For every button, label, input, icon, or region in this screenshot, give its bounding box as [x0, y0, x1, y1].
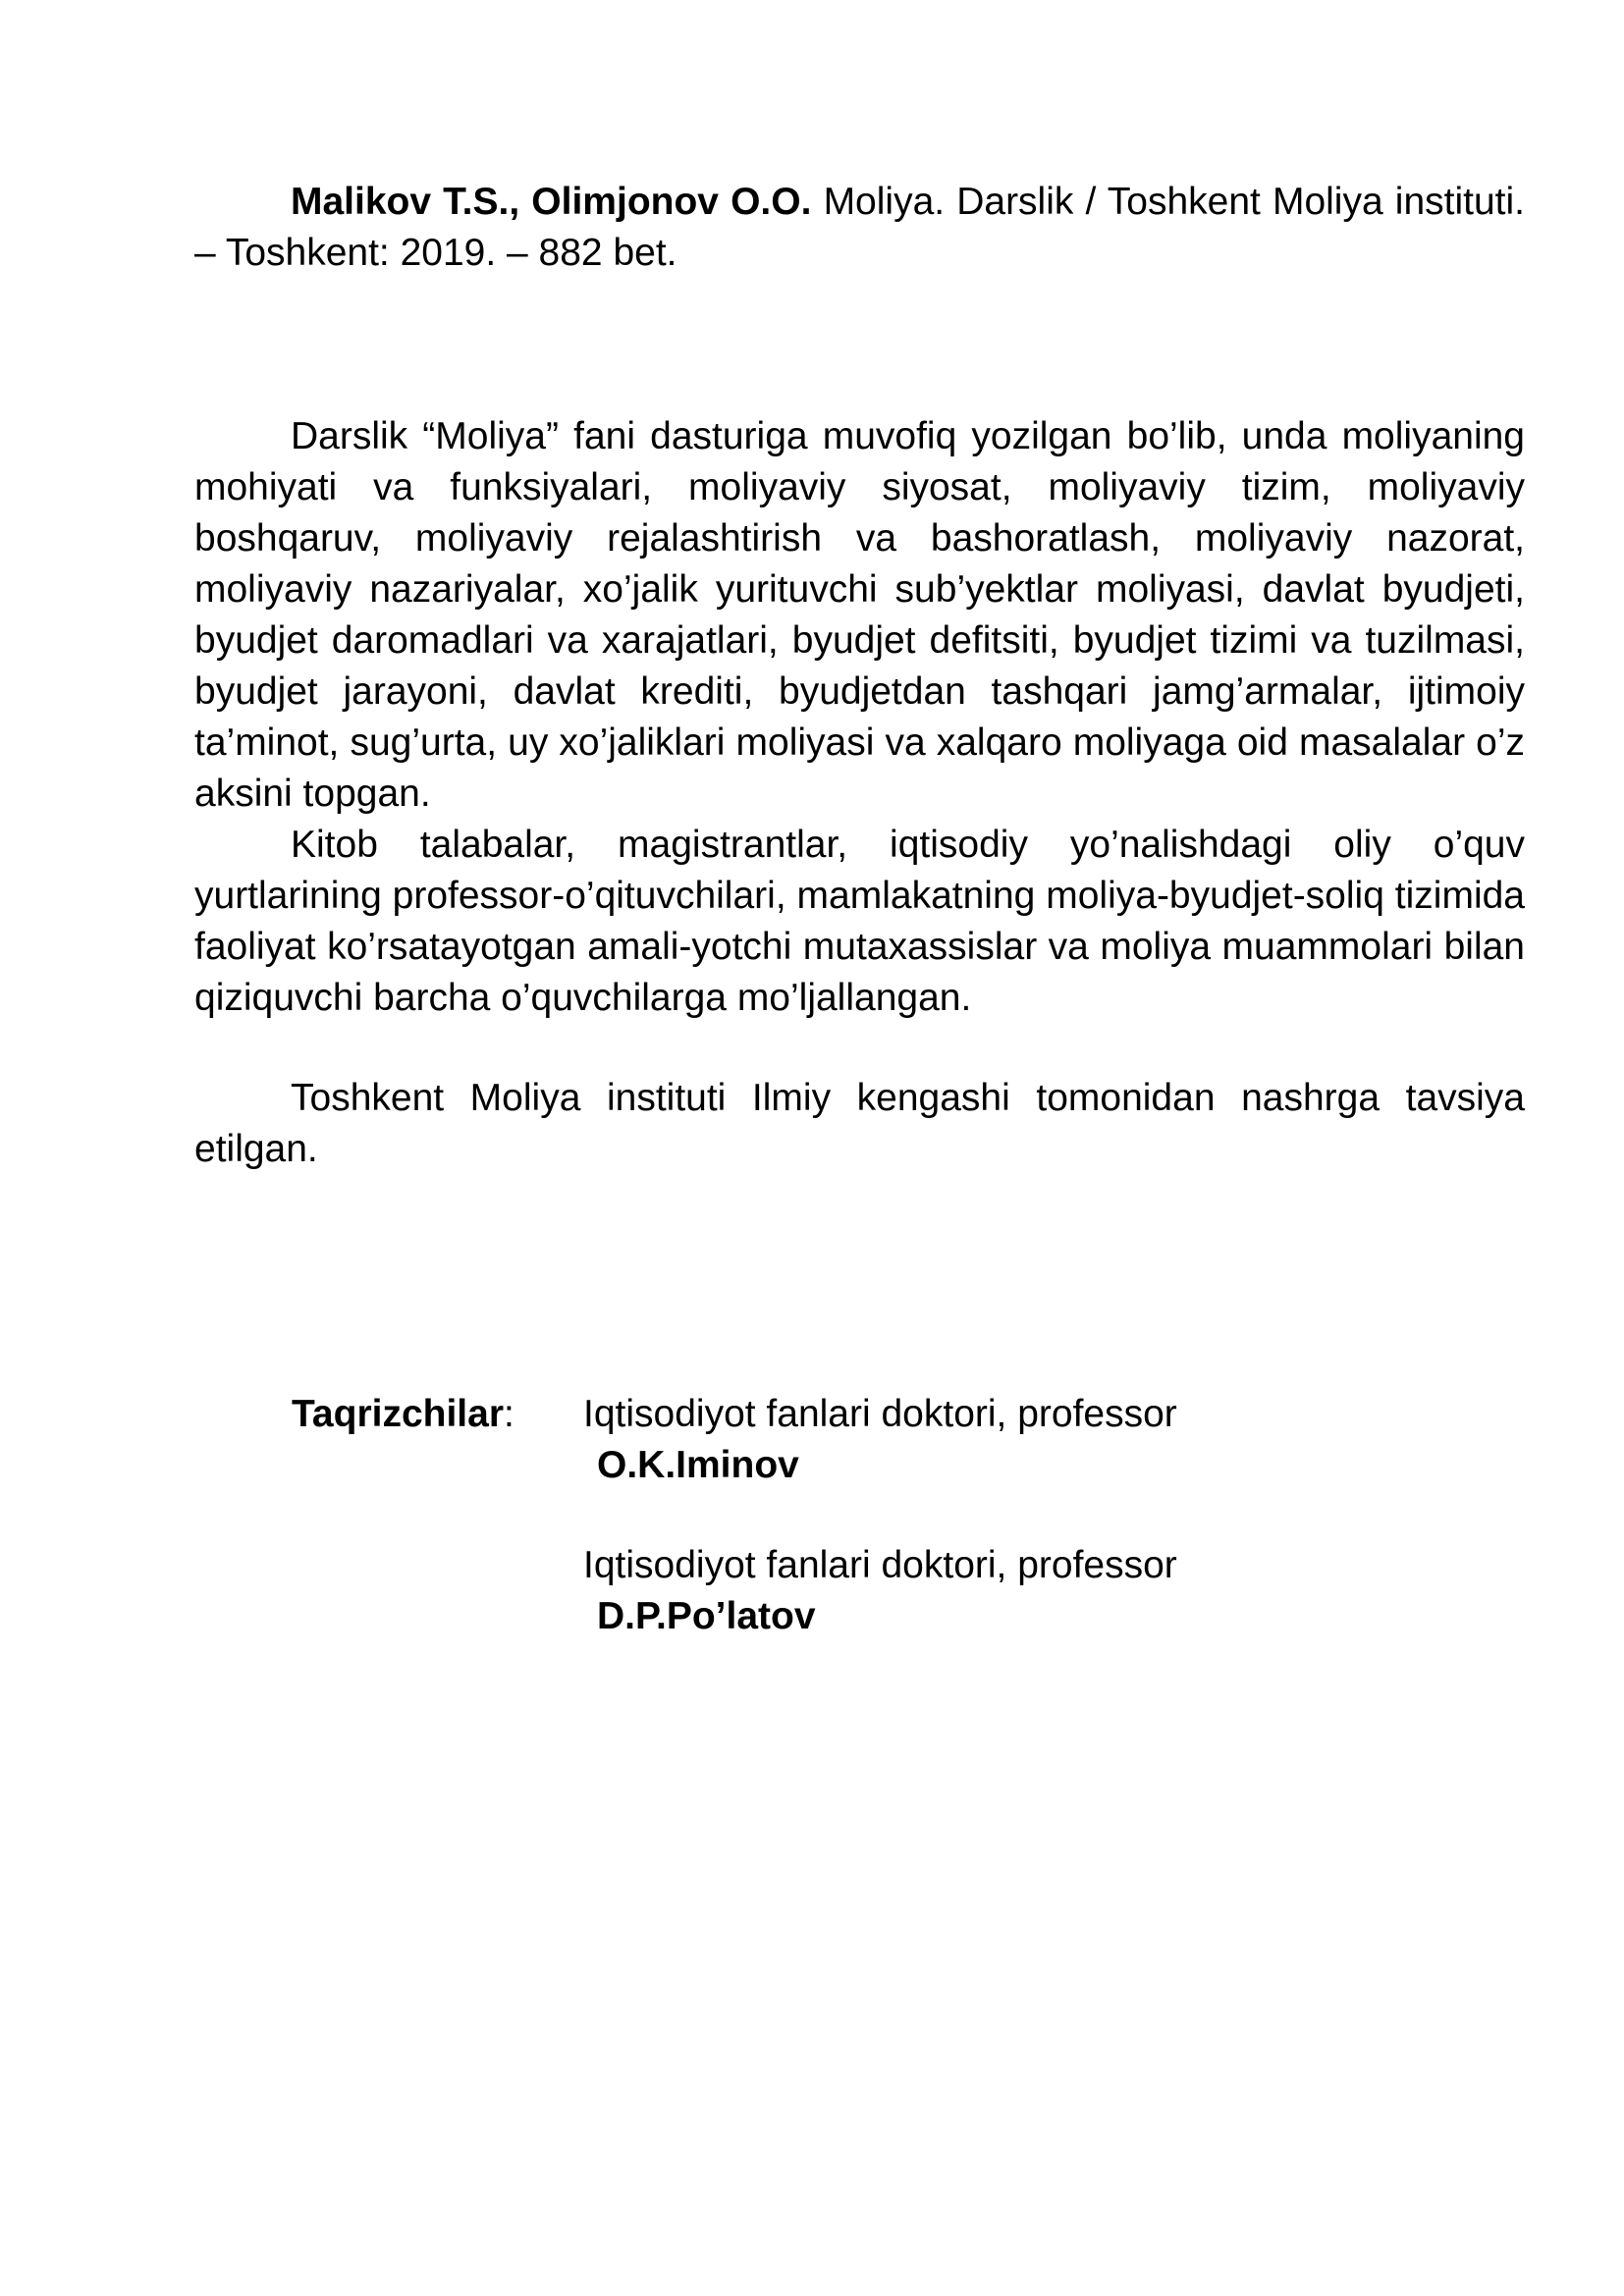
reviewer-title: Iqtisodiyot fanlari doktori, professor [583, 1544, 1177, 1586]
annotation-paragraph: Darslik “Moliya” fani dasturiga muvofiq yozilgan bo’lib, unda moliyaning mohiyati va funksiyalari, moliyaviy siyosat, moliyaviy tizim, moliyaviy boshqaruv, moliyaviy rejalashtirish va bashoratlash, moliyaviy nazorat, moliyaviy nazariyalar, xo’jalik yurituvchi sub’yektlar moliyasi, davlat byudjeti, byudjet daromadlari va xarajatlari, byudjet defitsiti, byudjet tizimi va tuzilmasi, byudjet jarayoni, davlat krediti, byudjetdan tashqari jamg’armalar, ijtimoiy ta’minot, sug’urta, uy xo’jaliklari moliyasi va xalqaro moliyaga oid masalalar o’z aksini topgan. [194, 415, 1525, 815]
reviewers-label [292, 1389, 583, 1491]
reviewers-label-text: Taqrizchilar [292, 1393, 505, 1435]
recommendation-paragraph: Toshkent Moliya instituti Ilmiy kengashi tomonidan nashrga tavsiya etilgan. [194, 1077, 1525, 1170]
citation-details: Moliya. Darslik / Toshkent Moliya instituti. – Toshkent: 2019. – 882 bet. [194, 181, 1525, 274]
reviewer-title: Iqtisodiyot fanlari doktori, professor [583, 1393, 1177, 1435]
reviewer-name: D.P.Po’latov [597, 1595, 816, 1637]
bibliographic-citation [194, 177, 1525, 279]
reviewer-spacer [292, 1491, 1372, 1540]
reviewer-row-2 [292, 1540, 1372, 1642]
citation-authors: Malikov T.S., Olimjonov O.O. [291, 181, 812, 223]
document-page [194, 177, 1525, 1175]
reviewers-label-colon: : [504, 1393, 514, 1435]
reviewer-entry [583, 1540, 1177, 1642]
reviewers-label-empty [292, 1540, 583, 1642]
reviewers-block [292, 1389, 1372, 1642]
reviewer-row-1 [292, 1389, 1372, 1491]
reviewer-entry [583, 1389, 1177, 1491]
audience-paragraph: Kitob talabalar, magistrantlar, iqtisodiy yo’nalishdagi oliy o’quv yurtlarining professor-o’qituvchilari, mamlakatning moliya-byudjet-soliq tizimida faoliyat ko’rsatayotgan amali-yotchi mutaxassislar va moliya muammolari bilan qiziquvchi barcha o’quvchilarga mo’ljallangan. [194, 824, 1525, 1019]
reviewer-name: O.K.Iminov [597, 1444, 799, 1486]
